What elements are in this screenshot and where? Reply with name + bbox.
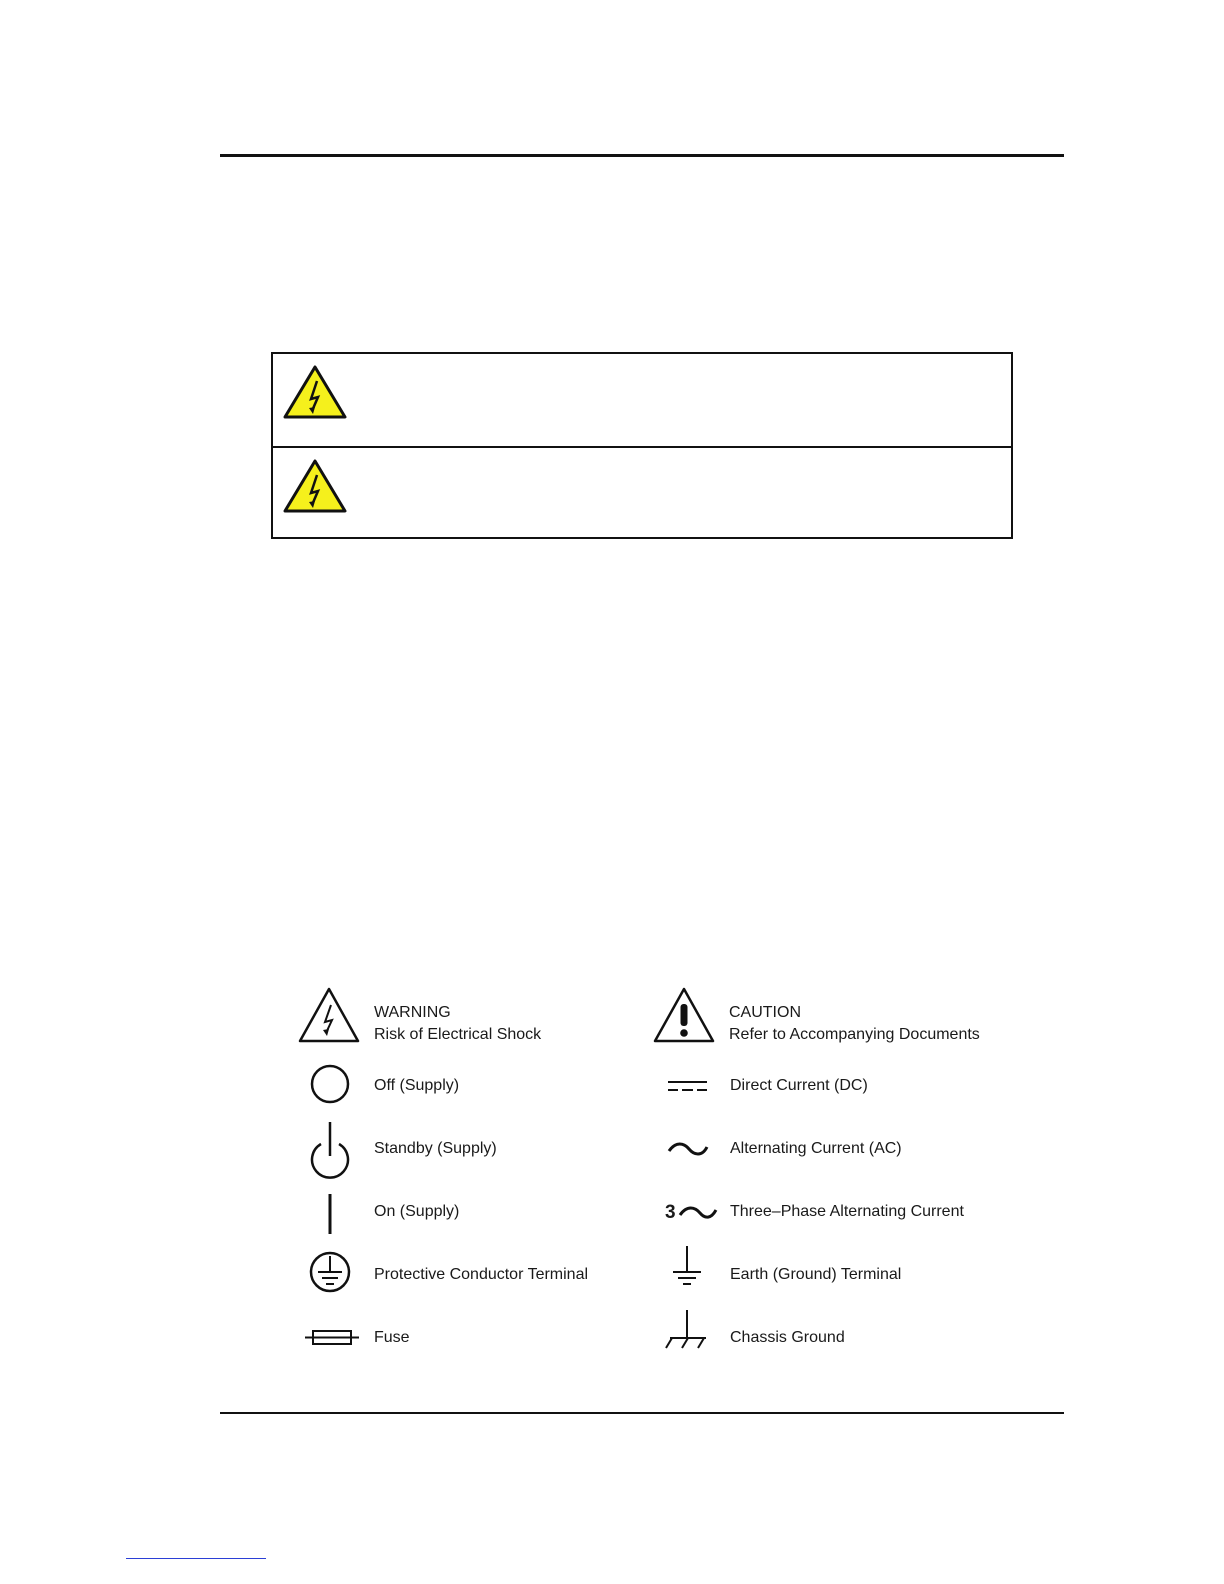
warning-box-2 [271,446,1013,539]
alternating-current-icon [664,1135,724,1195]
footer-link-underline[interactable] [126,1558,266,1559]
on-supply-label: On (Supply) [374,1203,460,1220]
earth-ground-terminal-icon [662,1244,722,1304]
protective-conductor-terminal-icon [305,1248,365,1308]
three-phase-digit: 3 [665,1202,676,1223]
protective-conductor-label: Protective Conductor Terminal [374,1266,589,1283]
earth-ground-label: Earth (Ground) Terminal [730,1266,902,1283]
three-phase-label: Three–Phase Alternating Current [730,1203,964,1220]
off-supply-icon [305,1060,365,1120]
fuse-icon [303,1322,363,1382]
fuse-label: Fuse [374,1329,410,1346]
warning-title: WARNING [374,1004,451,1021]
direct-current-icon [664,1072,724,1132]
off-supply-label: Off (Supply) [374,1077,460,1094]
chassis-ground-label: Chassis Ground [730,1329,845,1346]
on-supply-icon [305,1190,365,1250]
standby-supply-icon [305,1118,365,1178]
warning-label: Risk of Electrical Shock [374,1026,542,1043]
chassis-ground-icon [662,1306,722,1366]
direct-current-label: Direct Current (DC) [730,1077,868,1094]
alternating-current-label: Alternating Current (AC) [730,1140,902,1157]
warning-box-1 [271,352,1013,448]
electrical-shock-warning-icon [298,986,358,1046]
caution-icon [653,986,713,1046]
caution-title: CAUTION [729,1004,801,1021]
standby-supply-label: Standby (Supply) [374,1140,497,1157]
electrical-hazard-icon [283,458,347,514]
bottom-rule [220,1412,1064,1414]
electrical-hazard-icon [283,364,347,420]
top-rule [220,154,1064,157]
caution-label: Refer to Accompanying Documents [729,1026,980,1043]
